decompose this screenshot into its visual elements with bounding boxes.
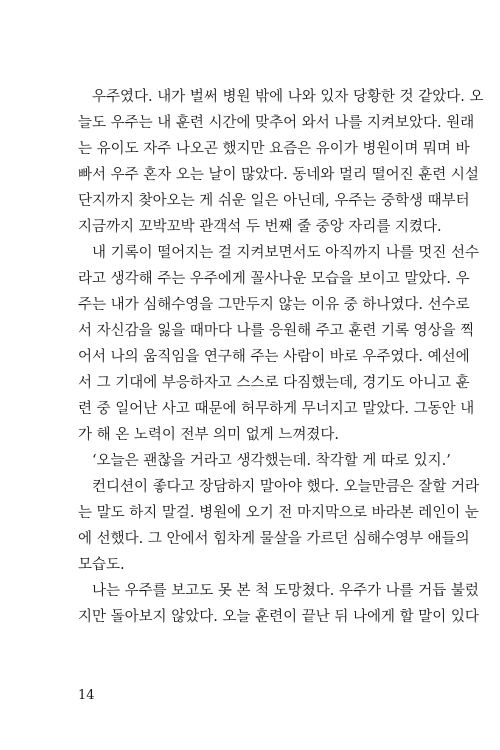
paragraph <box>78 474 480 578</box>
text-line: 단지까지 찾아오는 게 쉬운 일은 아닌데, 우주는 중학생 때부터 <box>78 193 470 209</box>
text-line: 빠서 우주 혼자 오는 날이 많았다. 동네와 멀리 떨어진 훈련 시설 <box>78 167 479 183</box>
text-line: 가 해 온 노력이 전부 의미 없게 느껴졌다. <box>78 427 339 443</box>
paragraph <box>78 578 479 630</box>
text-line: 지만 돌아보지 않았다. 오늘 훈련이 끝난 뒤 나에게 할 말이 있다 <box>78 609 479 625</box>
text-line: 에 선했다. 그 안에서 힘차게 물살을 가르던 심해수영부 애들의 <box>78 531 470 547</box>
text-line: ‘오늘은 괜찮을 거라고 생각했는데. 착각할 게 따로 있지.’ <box>92 453 451 469</box>
text-line: 는 말도 하지 말걸. 병원에 오기 전 마지막으로 바라본 레인이 눈 <box>78 505 479 521</box>
text-line: 지금까지 꼬박꼬박 관객석 두 번째 줄 중앙 자리를 지켰다. <box>78 219 442 235</box>
text-line: 라고 생각해 주는 우주에게 꼴사나운 모습을 보이고 말았다. 우 <box>78 271 470 287</box>
text-line: 주는 내가 심해수영을 그만두지 않는 이유 중 하나였다. 선수로 <box>78 297 470 313</box>
text-line: 모습도. <box>78 557 125 573</box>
text-line: 련 중 일어난 사고 때문에 허무하게 무너지고 말았다. 그동안 내 <box>78 401 475 417</box>
text-line: 나는 우주를 보고도 못 본 척 도망쳤다. 우주가 나를 거듭 불렀 <box>92 583 479 599</box>
paragraph <box>78 84 484 240</box>
text-line: 컨디션이 좋다고 장담하지 말아야 했다. 오늘만큼은 잘할 거라 <box>92 479 480 495</box>
quote-paragraph <box>78 448 451 474</box>
text-line: 는 유이도 자주 나오곤 했지만 요즘은 유이가 병원이며 뭐며 바 <box>78 141 470 157</box>
text-line: 어서 나의 움직임을 연구해 주는 사람이 바로 우주였다. 예선에 <box>78 349 470 365</box>
text-line: 늘도 우주는 내 훈련 시간에 맞추어 와서 나를 지켜보았다. 원래 <box>78 115 475 131</box>
text-line: 내 기록이 떨어지는 걸 지켜보면서도 아직까지 나를 멋진 선수 <box>92 245 480 261</box>
page-number: 14 <box>78 688 95 703</box>
paragraph <box>78 240 480 448</box>
text-line: 우주였다. 내가 벌써 병원 밖에 나와 있자 당황한 것 같았다. 오 <box>92 89 484 105</box>
text-line: 서 자신감을 잃을 때마다 나를 응원해 주고 훈련 기록 영상을 찍 <box>78 323 475 339</box>
text-line: 서 그 기대에 부응하자고 스스로 다짐했는데, 경기도 아니고 훈 <box>78 375 470 391</box>
body-text <box>78 84 484 630</box>
